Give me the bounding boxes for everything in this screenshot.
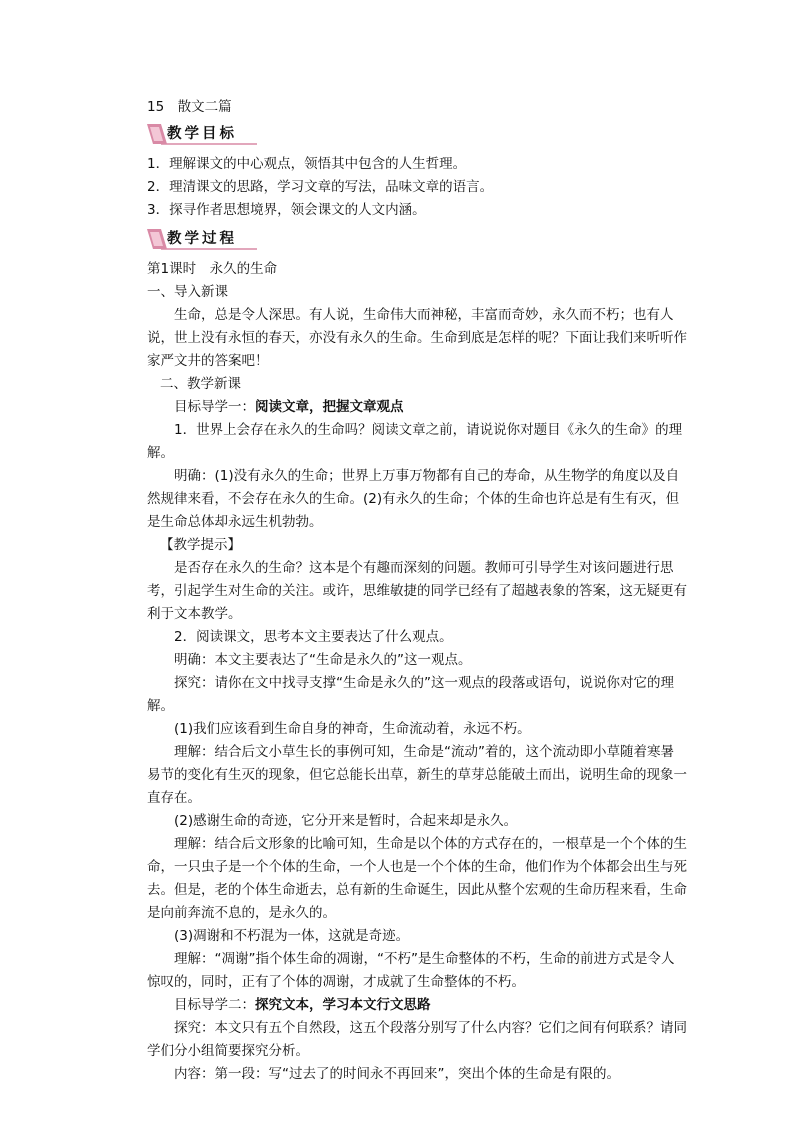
document-page — [147, 96, 687, 1086]
goal-guide-title: 阅读文章，把握文章观点 — [255, 399, 404, 415]
paragraph: 是否存在永久的生命？这本是个有趣而深刻的问题。教师可引导学生对该问题进行思考，引起学生对生命的关注。或许，思维敏捷的同学已经有了超越表象的答案，这无疑更有利于文本教学。 — [147, 560, 687, 622]
process-banner-text: 教学过程 — [167, 230, 237, 247]
goal-item: 1．理解课文的中心观点，领悟其中包含的人生哲理。 — [147, 156, 467, 172]
paragraph: 生命，总是令人深思。有人说，生命伟大而神秘，丰富而奇妙，永久而不朽；也有人说，世上没有永恒的春天，亦没有永久的生命。生命到底是怎样的呢？下面让我们来听听作家严文井的答案吧！ — [147, 307, 687, 369]
point: (1)我们应该看到生命自身的神奇，生命流动着，永远不朽。 — [174, 721, 531, 737]
section-heading: 二、教学新课 — [160, 376, 241, 392]
understanding: 理解：结合后文小草生长的事例可知，生命是“流动”着的，这个流动即小草随着寒暑易节的变化有生灭的现象，但它总能长出草，新生的草芽总能破土而出，说明生命的现象一直存在。 — [147, 744, 687, 806]
goal-guide-label: 目标导学二： — [174, 997, 255, 1013]
goals-banner-text: 教学目标 — [167, 125, 237, 142]
lesson-title: 15 散文二篇 — [147, 99, 232, 115]
goal-guide-title: 探究文本，学习本文行文思路 — [255, 997, 431, 1013]
understanding: 理解：结合后文形象的比喻可知，生命是以个体的方式存在的，一根草是一个个体的生命，一只虫子是一个个体的生命，一个人也是一个个体的生命，他们作为个体都会出生与死去。但是，老的个体生命逝去，总有新的生命诞生，因此从整个宏观的生命历程来看，生命是向前奔流不息的，是永久的。 — [147, 836, 687, 921]
goal-guide-heading — [147, 396, 687, 419]
answer: 明确：本文主要表达了“生命是永久的”这一观点。 — [174, 652, 472, 668]
question: 1．世界上会存在永久的生命吗？阅读文章之前，请说说你对题目《永久的生命》的理解。 — [147, 422, 683, 461]
goal-item: 3．探寻作者思想境界，领会课文的人文内涵。 — [147, 202, 426, 218]
goal-item: 2．理清课文的思路，学习文章的写法，品味文章的语言。 — [147, 179, 494, 195]
tip-heading: 【教学提示】 — [160, 537, 241, 553]
goals-banner — [147, 121, 259, 147]
exploration: 探究：本文只有五个自然段，这五个段落分别写了什么内容？它们之间有何联系？请同学们分小组简要探究分析。 — [147, 1020, 687, 1059]
goal-guide-heading — [147, 994, 687, 1017]
point: (2)感谢生命的奇迹，它分开来是暂时，合起来却是永久。 — [174, 813, 518, 829]
understanding: 理解：“凋谢”指个体生命的凋谢，“不朽”是生命整体的不朽，生命的前进方式是令人惊叹的，同时，正有了个体的凋谢，才成就了生命整体的不朽。 — [147, 951, 675, 990]
period-heading: 第1课时 永久的生命 — [147, 261, 278, 277]
exploration: 探究：请你在文中找寻支撑“生命是永久的”这一观点的段落或语句，说说你对它的理解。 — [147, 675, 674, 714]
content-note: 内容：第一段：写“过去了的时间永不再回来”，突出个体的生命是有限的。 — [174, 1066, 620, 1082]
question: 2．阅读课文，思考本文主要表达了什么观点。 — [174, 629, 453, 645]
section-heading: 一、导入新课 — [147, 284, 228, 300]
point: (3)凋谢和不朽混为一体，这就是奇迹。 — [174, 928, 410, 944]
goals-list — [147, 153, 687, 222]
goal-guide-label: 目标导学一： — [174, 399, 255, 415]
process-banner — [147, 226, 259, 252]
answer: 明确：(1)没有永久的生命；世界上万事万物都有自己的寿命，从生物学的角度以及自然规律来看，不会存在永久的生命。(2)有永久的生命；个体的生命也许总是有生有灭，但是生命总体却永远生机勃勃。 — [147, 468, 680, 530]
